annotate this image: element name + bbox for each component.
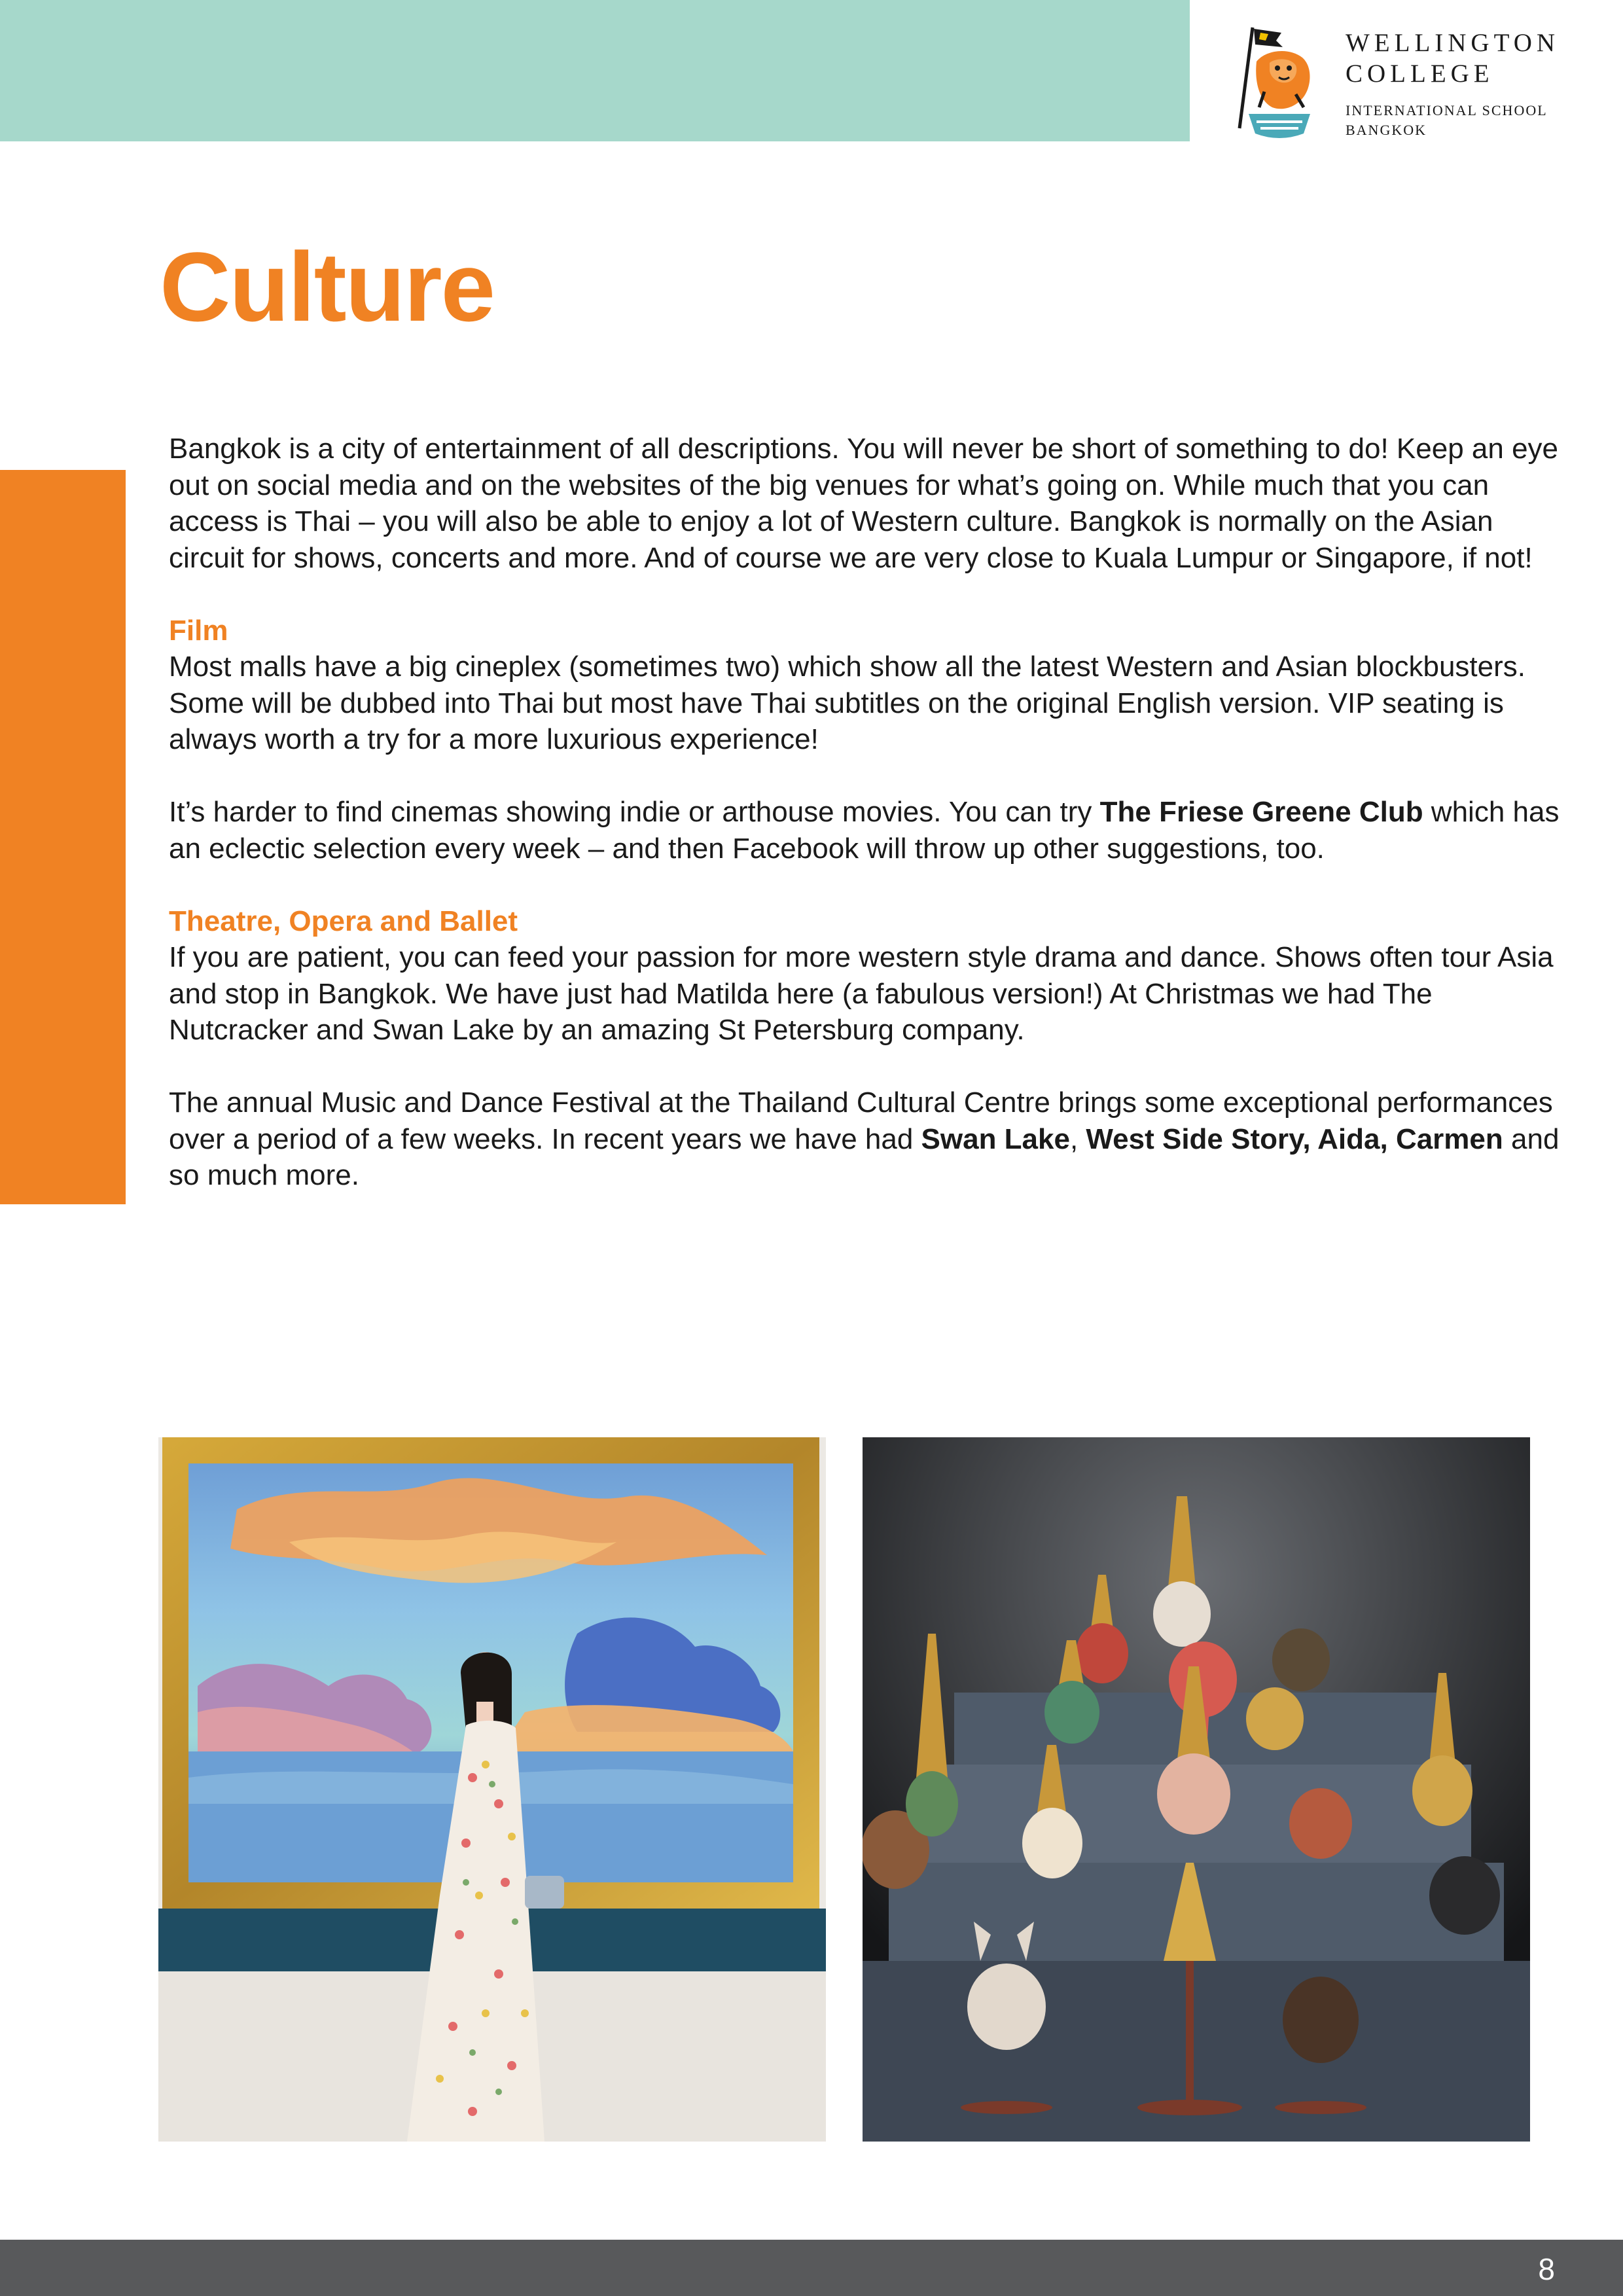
theatre-heading: Theatre, Opera and Ballet — [169, 905, 518, 937]
film-paragraph-1: Most malls have a big cineplex (sometimes two) which show all the latest Western and Asian blockbusters. Some will be dubbed into Thai but most have Thai subtitles on the original English version. VIP seating is always worth a try for a more luxurious experience! — [169, 651, 1526, 755]
header-band — [0, 0, 1190, 141]
page-number: 8 — [1538, 2252, 1555, 2286]
lion-crest-icon — [1230, 24, 1329, 141]
friese-greene-club: The Friese Greene Club — [1099, 796, 1423, 828]
film-text-after: which has an eclectic selection every week – and then Facebook will throw up other suggestions, too. — [169, 796, 1560, 865]
logo-sub-line2: BANGKOK — [1346, 122, 1427, 138]
theatre-paragraph-1: If you are patient, you can feed your passion for more western style drama and dance. Shows often tour Asia and stop in Bangkok. We have just had Matilda here (a fabulous version!) At Christmas we had The Nutcracker and Swan Lake by an amazing St Petersburg company. — [169, 941, 1554, 1046]
show-list: West Side Story, Aida, Carmen — [1086, 1122, 1503, 1155]
page-title: Culture — [160, 232, 494, 342]
logo-sub-line1: INTERNATIONAL SCHOOL — [1346, 102, 1548, 118]
film-paragraph-2 — [169, 794, 1569, 867]
gallery-photo — [158, 1437, 826, 2142]
show-swan-lake: Swan Lake — [921, 1122, 1070, 1155]
film-heading: Film — [169, 614, 228, 647]
theatre-section — [169, 903, 1569, 1049]
gallery-painting-image — [158, 1437, 826, 2142]
film-section — [169, 613, 1569, 758]
khon-masks-image — [863, 1437, 1530, 2142]
logo-subtitle — [1346, 101, 1548, 140]
logo-name-line1: WELLINGTON — [1346, 29, 1560, 57]
footer-bar — [0, 2240, 1623, 2296]
side-accent-bar — [0, 470, 126, 1204]
logo-name-line2: COLLEGE — [1346, 60, 1494, 88]
show-separator: , — [1069, 1122, 1086, 1155]
theatre-text-before: The annual Music and Dance Festival at the Thailand Cultural Centre brings some exceptional performances over a period of a few weeks. In recent years we have had — [169, 1086, 1553, 1155]
school-logo — [1230, 24, 1597, 141]
intro-paragraph: Bangkok is a city of entertainment of all descriptions. You will never be short of something to do! Keep an eye out on social media and on the websites of the big venues for what’s going on. While much that you can access is Thai – you will also be able to enjoy a lot of Western culture. Bangkok is normally on the Asian circuit for shows, concerts and more. And of course we are very close to Kuala Lumpur or Singapore, if not! — [169, 433, 1559, 574]
theatre-text-after: and so much more. — [169, 1122, 1560, 1191]
article-body — [169, 431, 1569, 1230]
theatre-paragraph-2 — [169, 1085, 1569, 1194]
film-text-before: It’s harder to find cinemas showing indie or arthouse movies. You can try — [169, 796, 1100, 828]
masks-photo — [863, 1437, 1530, 2142]
logo-name — [1346, 27, 1560, 89]
